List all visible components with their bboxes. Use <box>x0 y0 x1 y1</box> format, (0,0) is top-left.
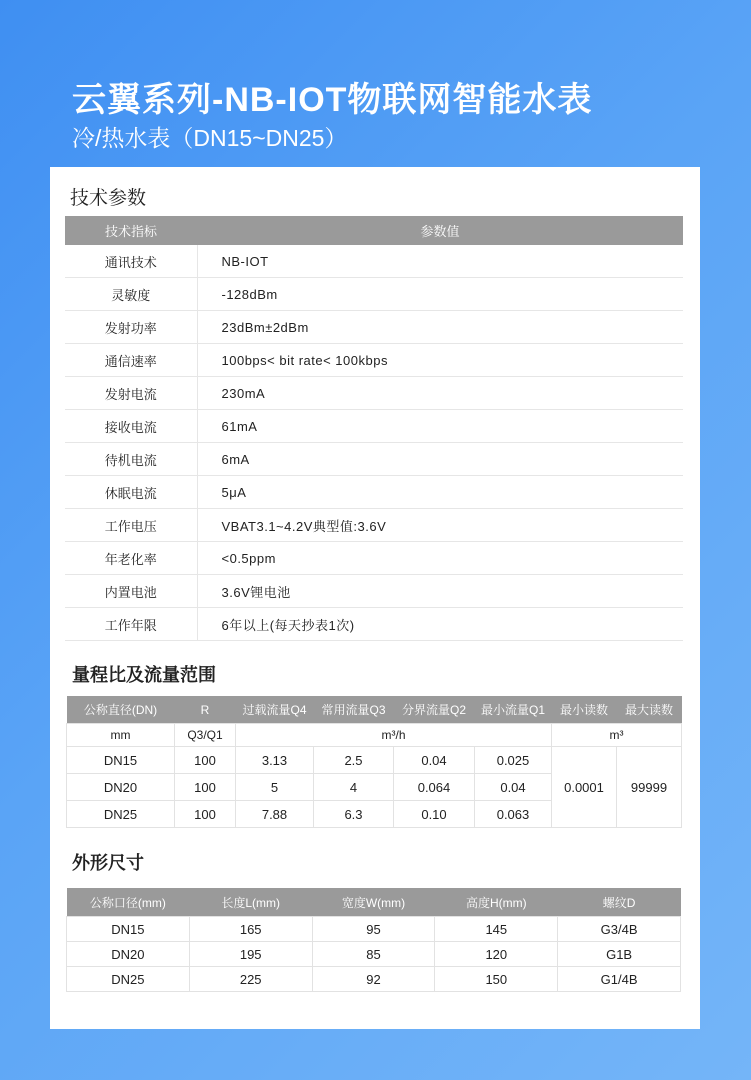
column-header: 过载流量Q4 <box>236 696 314 724</box>
unit-cell: Q3/Q1 <box>175 724 236 747</box>
table-cell: 0.064 <box>394 774 475 801</box>
table-cell: G1B <box>558 942 681 967</box>
table-cell: DN25 <box>67 967 190 992</box>
table-cell: 95 <box>312 917 435 942</box>
table-row <box>65 542 683 575</box>
table-cell: 225 <box>189 967 312 992</box>
table-row <box>65 410 683 443</box>
table-row <box>67 917 681 942</box>
table-cell: 0.04 <box>394 747 475 774</box>
page-title: 云翼系列-NB-IOT物联网智能水表 <box>72 81 593 119</box>
column-header: 螺纹D <box>558 888 681 917</box>
table-row <box>65 245 683 278</box>
table-cell: 0.04 <box>475 774 552 801</box>
table-header-row <box>67 888 681 917</box>
param-name: 工作电压 <box>65 509 197 542</box>
table-cell: DN20 <box>67 774 175 801</box>
table-cell: 0.063 <box>475 801 552 828</box>
table-cell: 3.13 <box>236 747 314 774</box>
column-header: 常用流量Q3 <box>314 696 394 724</box>
tech-params-table <box>65 216 683 641</box>
param-name: 工作年限 <box>65 608 197 641</box>
unit-cell: mm <box>67 724 175 747</box>
table-cell: 4 <box>314 774 394 801</box>
param-name: 通信速率 <box>65 344 197 377</box>
table-cell: 100 <box>175 747 236 774</box>
column-header: 技术指标 <box>65 216 197 245</box>
table-cell: 92 <box>312 967 435 992</box>
param-value: 100bps< bit rate< 100kbps <box>197 344 683 377</box>
table-cell: 100 <box>175 774 236 801</box>
param-value: 3.6V锂电池 <box>197 575 683 608</box>
dimensions-table <box>66 888 681 992</box>
table-cell: G1/4B <box>558 967 681 992</box>
param-value: 23dBm±2dBm <box>197 311 683 344</box>
table-cell: 2.5 <box>314 747 394 774</box>
param-name: 发射功率 <box>65 311 197 344</box>
table-row <box>67 942 681 967</box>
table-cell: G3/4B <box>558 917 681 942</box>
column-header: 高度H(mm) <box>435 888 558 917</box>
column-header: 长度L(mm) <box>189 888 312 917</box>
column-header: 最小读数 <box>552 696 617 724</box>
table-row <box>65 509 683 542</box>
table-cell: 150 <box>435 967 558 992</box>
table-cell: 100 <box>175 801 236 828</box>
column-header: 公称直径(DN) <box>67 696 175 724</box>
param-value: 5μA <box>197 476 683 509</box>
column-header: 最大读数 <box>617 696 682 724</box>
table-row <box>67 747 682 774</box>
table-header-row <box>67 696 682 724</box>
param-value: <0.5ppm <box>197 542 683 575</box>
min-reading-cell: 0.0001 <box>552 747 617 828</box>
table-cell: DN15 <box>67 747 175 774</box>
table-header-row <box>65 216 683 245</box>
dims-section-title: 外形尺寸 <box>72 853 144 873</box>
table-cell: DN15 <box>67 917 190 942</box>
flow-range-table <box>66 696 682 828</box>
column-header: 参数值 <box>197 216 683 245</box>
table-cell: 6.3 <box>314 801 394 828</box>
param-value: -128dBm <box>197 278 683 311</box>
column-header: R <box>175 696 236 724</box>
param-name: 发射电流 <box>65 377 197 410</box>
table-cell: 145 <box>435 917 558 942</box>
table-cell: DN20 <box>67 942 190 967</box>
param-name: 休眠电流 <box>65 476 197 509</box>
param-name: 通讯技术 <box>65 245 197 278</box>
table-cell: 85 <box>312 942 435 967</box>
unit-cell: m³/h <box>236 724 552 747</box>
spec-card <box>50 167 700 1029</box>
max-reading-cell: 99999 <box>617 747 682 828</box>
page-subtitle: 冷/热水表（DN15~DN25） <box>72 125 348 151</box>
table-cell: 120 <box>435 942 558 967</box>
table-cell: 165 <box>189 917 312 942</box>
param-name: 待机电流 <box>65 443 197 476</box>
param-value: 6mA <box>197 443 683 476</box>
table-row <box>65 608 683 641</box>
param-name: 年老化率 <box>65 542 197 575</box>
unit-cell: m³ <box>552 724 682 747</box>
table-cell: DN25 <box>67 801 175 828</box>
table-row <box>65 575 683 608</box>
table-cell: 5 <box>236 774 314 801</box>
param-name: 接收电流 <box>65 410 197 443</box>
table-row <box>65 476 683 509</box>
table-cell: 0.10 <box>394 801 475 828</box>
table-row <box>65 443 683 476</box>
tech-section-title: 技术参数 <box>70 188 147 209</box>
column-header: 最小流量Q1 <box>475 696 552 724</box>
param-value: 230mA <box>197 377 683 410</box>
table-cell: 7.88 <box>236 801 314 828</box>
param-value: 61mA <box>197 410 683 443</box>
column-header: 分界流量Q2 <box>394 696 475 724</box>
column-header: 宽度W(mm) <box>312 888 435 917</box>
table-row <box>67 967 681 992</box>
table-cell: 195 <box>189 942 312 967</box>
param-name: 灵敏度 <box>65 278 197 311</box>
param-name: 内置电池 <box>65 575 197 608</box>
table-row <box>65 311 683 344</box>
unit-row <box>67 724 682 747</box>
table-row <box>65 344 683 377</box>
flow-section-title: 量程比及流量范围 <box>72 665 216 685</box>
table-row <box>65 377 683 410</box>
table-row <box>65 278 683 311</box>
table-cell: 0.025 <box>475 747 552 774</box>
param-value: NB-IOT <box>197 245 683 278</box>
column-header: 公称口径(mm) <box>67 888 190 917</box>
param-value: 6年以上(每天抄表1次) <box>197 608 683 641</box>
param-value: VBAT3.1~4.2V典型值:3.6V <box>197 509 683 542</box>
